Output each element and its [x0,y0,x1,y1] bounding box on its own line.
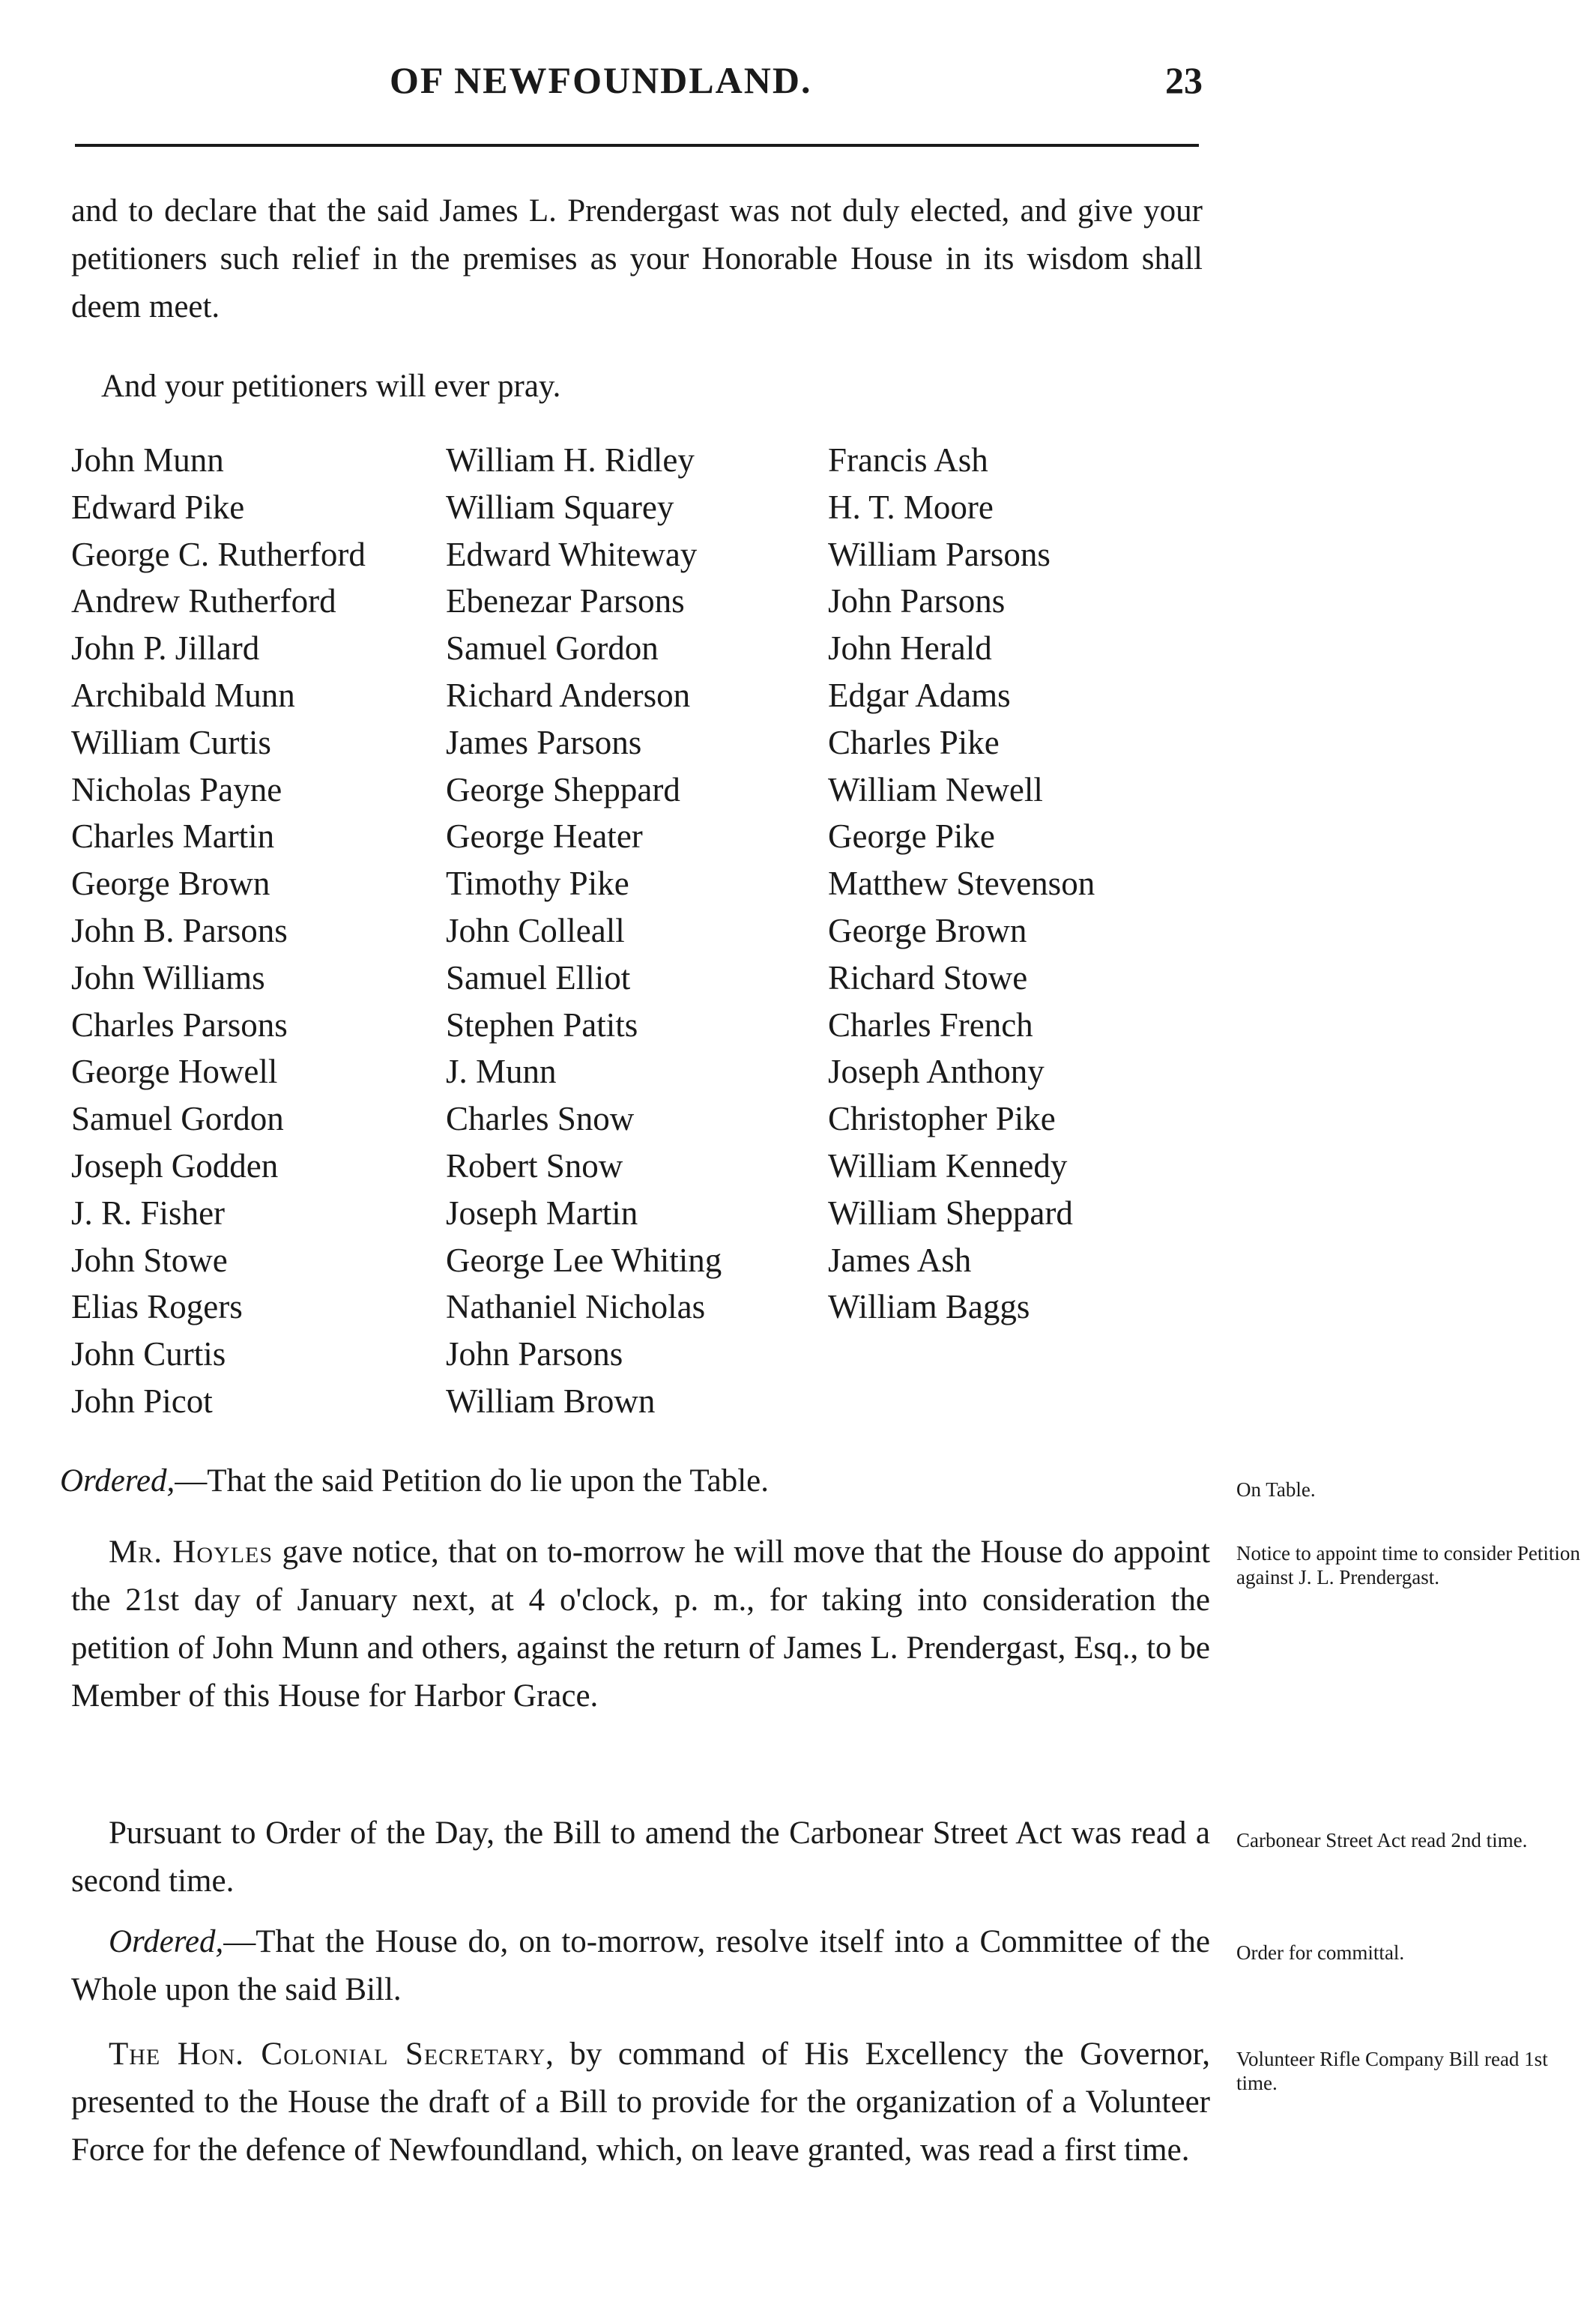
header-rule [75,144,1199,147]
signatory-name: George Howell [71,1053,278,1091]
signatory-name: John Colleall [446,911,625,949]
signatory-name: John Munn [71,441,224,479]
signatory-name: John Parsons [446,1335,623,1373]
signatory-name: James Ash [828,1241,972,1279]
proceeding-lead: The Hon. Colonial Secretary [109,2037,546,2072]
proceeding-text: —That the House do, on to-morrow, resolve itself into a Committee of the Whole upon the said Bill. [71,1924,1210,2007]
petition-closing: And your petitioners will ever pray. [101,369,561,404]
signatory-name: Richard Anderson [446,676,691,714]
signatory-column-2 [446,437,835,1425]
signatory-name: George Brown [71,865,270,903]
page-number: 23 [1165,59,1203,101]
proceeding-text: , by command of His Excellency the Governor, presented to the House the draft of a Bill to provide for the organization of a Volunteer Force for the defence of Newfoundland, which, on leave granted, was read a first time. [71,2037,1210,2168]
petition-text: and to declare that the said James L. Prendergast was not duly elected, and give your petitioners such relief in the premises as your Honorable House in its wisdom shall deem meet. [71,193,1203,324]
signatory-name: William Baggs [828,1288,1030,1326]
proceeding-text: —That the said Petition do lie upon the Table. [175,1463,770,1499]
signatory-name: John Curtis [71,1335,226,1373]
signatory-name: Charles Parsons [71,1006,288,1044]
signatory-name: Joseph Godden [71,1146,279,1185]
signatory-name: Matthew Stevenson [828,865,1095,903]
signatory-name: Francis Ash [828,441,988,479]
signatory-name: Richard Stowe [828,958,1028,997]
signatory-name: George Brown [828,911,1027,949]
signatory-name: Nicholas Payne [71,770,282,808]
signatory-name: Stephen Patits [446,1006,638,1044]
signatory-name: J. R. Fisher [71,1194,226,1232]
proceeding-volunteer-bill [71,2031,1210,2174]
signatory-name: George Lee Whiting [446,1241,722,1279]
margin-note-committal: Order for committal. [1236,1941,1405,1964]
signatory-name: Elias Rogers [71,1288,243,1326]
signatory-name: Andrew Rutherford [71,582,336,620]
margin-note-notice: Notice to appoint time to consider Petition against J. L. Prendergast. [1236,1542,1580,1588]
signatory-name: William Parsons [828,535,1051,573]
proceeding-text: Pursuant to Order of the Day, the Bill to amend the Carbonear Street Act was read a second time. [71,1815,1210,1899]
signatory-name: George Sheppard [446,770,680,808]
margin-note-volunteer: Volunteer Rifle Company Bill read 1st time. [1236,2048,1548,2094]
signatory-name: Charles Snow [446,1100,635,1138]
signatory-name: William Sheppard [828,1194,1073,1232]
margin-note-carbonear: Carbonear Street Act read 2nd time. [1236,1829,1528,1851]
signatory-name: Joseph Martin [446,1194,638,1232]
signatory-column-3 [828,437,1218,1331]
proceeding-second-reading [71,1809,1210,1905]
signatory-name: John Parsons [828,582,1006,620]
running-title: OF NEWFOUNDLAND. [390,59,812,101]
signatory-name: Christopher Pike [828,1100,1056,1138]
signatory-name: John Williams [71,958,265,997]
signatory-name: William H. Ridley [446,441,695,479]
signatory-name: William Kennedy [828,1146,1068,1185]
signatory-name: Charles French [828,1006,1033,1044]
proceeding-lead: Mr. Hoyles [109,1535,273,1570]
signatory-name: William Brown [446,1382,656,1420]
signatory-name: Ebenezar Parsons [446,582,685,620]
signatory-name: Samuel Gordon [71,1100,284,1138]
signatory-name: Archibald Munn [71,676,295,714]
page-header [75,58,1214,111]
signatory-name: H. T. Moore [828,488,994,526]
signatory-name: John B. Parsons [71,911,288,949]
signatory-name: John Stowe [71,1241,228,1279]
signatory-name: Nathaniel Nicholas [446,1288,706,1326]
margin-note-on-table: On Table. [1236,1478,1316,1501]
signatory-name: William Squarey [446,488,674,526]
signatory-column-1 [71,437,461,1425]
signatory-name: Samuel Gordon [446,629,659,668]
signatory-name: James Parsons [446,723,642,761]
signatory-name: Charles Martin [71,817,275,856]
signatory-name: William Newell [828,770,1043,808]
signatory-name: Joseph Anthony [828,1053,1045,1091]
signatory-name: Charles Pike [828,723,1000,761]
signatory-name: George C. Rutherford [71,535,366,573]
proceeding-notice [71,1529,1210,1720]
signatory-name: John Herald [828,629,992,668]
signatory-name: Timothy Pike [446,865,629,903]
signatory-name: Edward Whiteway [446,535,698,573]
proceeding-committal [71,1918,1210,2014]
proceeding-lead: Ordered, [60,1463,175,1499]
signatory-name: J. Munn [446,1053,557,1091]
signatory-name: Samuel Elliot [446,958,631,997]
proceeding-ordered-table [60,1457,1206,1505]
signatory-name: George Heater [446,817,643,856]
proceeding-text: gave notice, that on to-morrow he will move that the House do appoint the 21st day of January next, at 4 o'clock, p. m., for taking into consideration the petition of John Munn and others, against the return of James L. Prendergast, Esq., to be Member of this House for Harbor Grace. [71,1535,1210,1714]
signatory-name: John Picot [71,1382,213,1420]
signatory-name: Robert Snow [446,1146,623,1185]
signatory-name: Edward Pike [71,488,245,526]
signatory-name: William Curtis [71,723,271,761]
signatory-name: Edgar Adams [828,676,1011,714]
proceeding-lead: Ordered, [109,1924,224,1959]
signatory-list [71,437,1210,1426]
signatory-name: George Pike [828,817,995,856]
signatory-name: John P. Jillard [71,629,260,668]
